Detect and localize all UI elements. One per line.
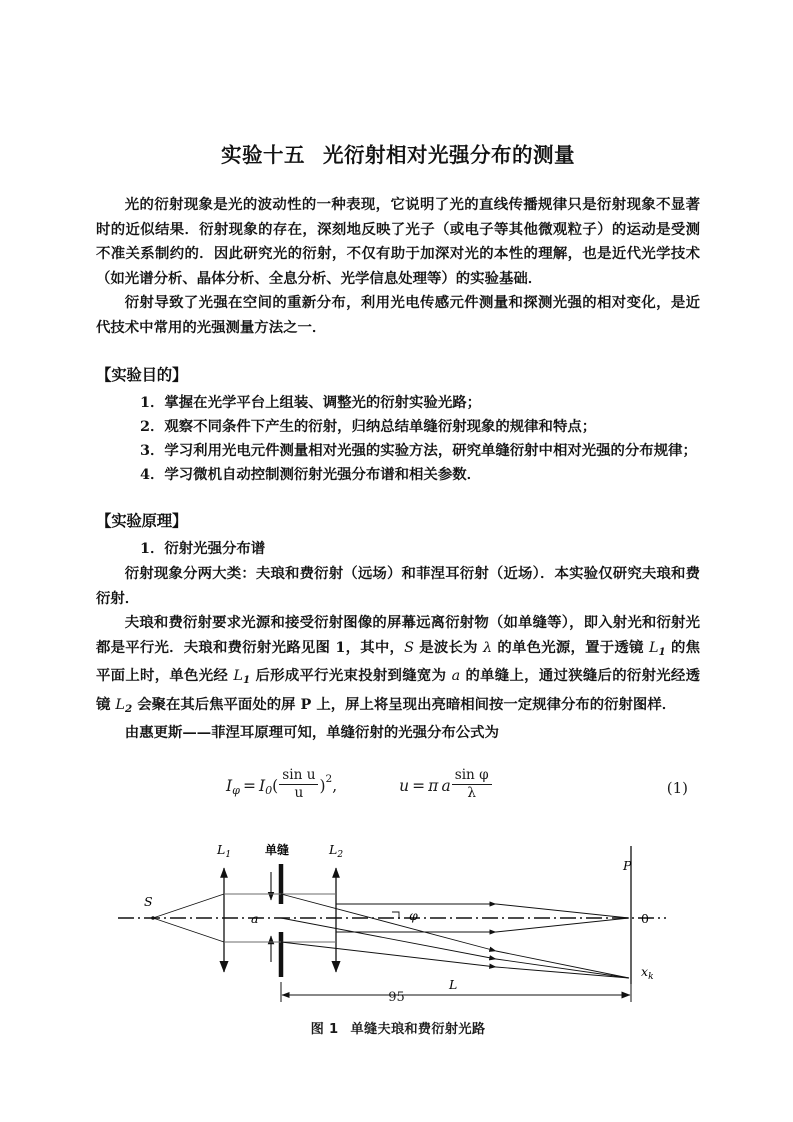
list-item: 1．掌握在光学平台上组装、调整光的衍射实验光路； — [140, 393, 481, 411]
ray-axial-lower-converge — [496, 918, 629, 932]
purpose-list — [96, 391, 700, 488]
principle-text-e: 后形成平行光束投射到缝宽为 — [250, 667, 452, 685]
equation-expression — [226, 767, 493, 804]
eq-fraction-2 — [452, 768, 492, 802]
page-title — [96, 0, 700, 168]
principle-paragraph-2 — [96, 611, 700, 721]
eq-fraction-1-denominator: u — [294, 785, 304, 802]
principle-text-g: 会聚在其后焦平面处的屏 P 上，屏上将呈现出亮暗相间按一定规律分布的衍射图样． — [132, 695, 677, 713]
principle-text-f: 的单缝上，通过狭缝后的衍射光经透镜 — [96, 667, 700, 713]
eq-fraction-2-denominator: λ — [467, 785, 477, 802]
symbol-lambda: λ — [483, 639, 493, 656]
list-item: 3．学习利用光电元件测量相对光强的实验方法，研究单缝衍射中相对光强的分布规律； — [140, 441, 697, 459]
label-angle-phi: φ — [409, 907, 418, 923]
label-position-xk: $x_k$ — [641, 963, 654, 982]
principle-text-d: 的焦平面上时，单色光经 — [96, 638, 700, 685]
principle-text-b: 是波长为 — [413, 638, 483, 656]
symbol-L2: L — [115, 696, 125, 713]
label-screen: P — [623, 857, 632, 873]
eq-fraction-2-numerator: sin φ — [452, 768, 492, 785]
list-item: 2．观察不同条件下产生的衍射，归纳总结单缝衍射现象的规律和特点； — [140, 417, 597, 435]
eq-lhs-variable: I — [226, 776, 233, 795]
page-number: 95 — [388, 990, 405, 1005]
label-lens1: $L_1$ — [217, 841, 232, 860]
symbol-L1-second-subscript: 1 — [242, 674, 251, 687]
intro-paragraph-1: 光的衍射现象是光的波动性的一种表现，它说明了光的直线传播规律只是衍射现象不显著时的近似结果．衍射现象的存在，深刻地反映了光子（或电子等其他微观粒子）的运动是受测不准关系制约的．因此研究光的衍射，不仅有助于加深对光的本性的理解，也是近代光学技术（如光谱分析、晶体分析、全息分析、光学信息处理等）的实验基础． — [96, 196, 700, 287]
ray-s-lower — [153, 918, 224, 942]
principle-paragraph-3: 由惠更斯——菲涅耳原理可知，单缝衍射的光强分布公式为 — [124, 724, 499, 742]
eq-fraction-1-numerator: sin u — [279, 768, 318, 785]
eq-close-paren: ) — [319, 776, 326, 795]
figure-caption-label: 图 1 — [310, 1021, 339, 1037]
eq-open-paren: ( — [272, 776, 279, 795]
label-source: S — [144, 893, 153, 909]
principle-subheading: 1．衍射光强分布谱 — [140, 540, 266, 558]
ray-axial-upper-converge — [496, 904, 629, 918]
principle-text-c: 的单色光源，置于透镜 — [492, 638, 649, 656]
symbol-L1-subscript: 1 — [658, 645, 666, 658]
symbol-L2-subscript: 2 — [124, 702, 133, 715]
eq-equals-1: = — [242, 776, 256, 795]
label-center-point: 0 — [641, 910, 649, 926]
symbol-L1: L — [648, 639, 659, 656]
eq-a-variable: a — [441, 776, 451, 795]
section-heading-purpose: 【实验目的】 — [96, 365, 188, 384]
label-distance-L: L — [449, 976, 458, 992]
title-subject: 光衍射相对光强分布的测量 — [323, 143, 575, 167]
eq-fraction-1 — [279, 768, 318, 802]
symbol-a: a — [451, 668, 461, 685]
equation-number: (1) — [666, 778, 688, 797]
eq-pi-symbol: π — [428, 776, 439, 795]
title-experiment-number: 实验十五 — [221, 143, 305, 167]
symbol-S: S — [404, 639, 414, 656]
list-item: 4．学习微机自动控制测衍射光强分布谱和相关参数． — [140, 466, 481, 484]
optical-path-diagram — [96, 832, 700, 1004]
ray-s-upper — [153, 894, 224, 918]
principle-text-a: 夫琅和费衍射要求光源和接受衍射图像的屏幕远离衍射物（如单缝等），即入射光和衍射光都是平行光．夫琅和费衍射光路见图 1，其中， — [96, 614, 700, 656]
eq-rhs-variable: u — [399, 776, 410, 795]
eq-lhs-subscript: φ — [232, 783, 240, 797]
page-content — [96, 0, 700, 1037]
ray-diffracted-2 — [281, 918, 496, 959]
ray-diffracted-1 — [281, 894, 496, 951]
eq-i0-subscript: 0 — [265, 783, 273, 797]
eq-comma: , — [332, 776, 338, 795]
figure-caption — [96, 1008, 700, 1037]
eq-exponent: 2 — [325, 772, 333, 785]
intro-paragraph-2: 衍射导致了光强在空间的重新分布，利用光电传感元件测量和探测光强的相对变化，是近代技术中常用的光强测量方法之一． — [96, 294, 700, 336]
ray-diffracted-1b — [496, 951, 629, 978]
equation-1 — [96, 746, 700, 824]
eq-equals-2: = — [412, 776, 426, 795]
symbol-L1-second: L — [233, 668, 243, 685]
label-lens2: $L_2$ — [329, 841, 344, 860]
principle-paragraph-1: 衍射现象分两大类：夫琅和费衍射（远场）和菲涅耳衍射（近场）．本实验仅研究夫琅和费衍射． — [96, 564, 700, 607]
eq-i0-variable: I — [258, 776, 266, 795]
ray-diffracted-3 — [281, 942, 496, 967]
figure-caption-text: 单缝夫琅和费衍射光路 — [350, 1021, 486, 1037]
label-slit-width: a — [251, 910, 259, 926]
section-heading-principle: 【实验原理】 — [96, 512, 188, 531]
label-slit: 单缝 — [265, 842, 290, 857]
